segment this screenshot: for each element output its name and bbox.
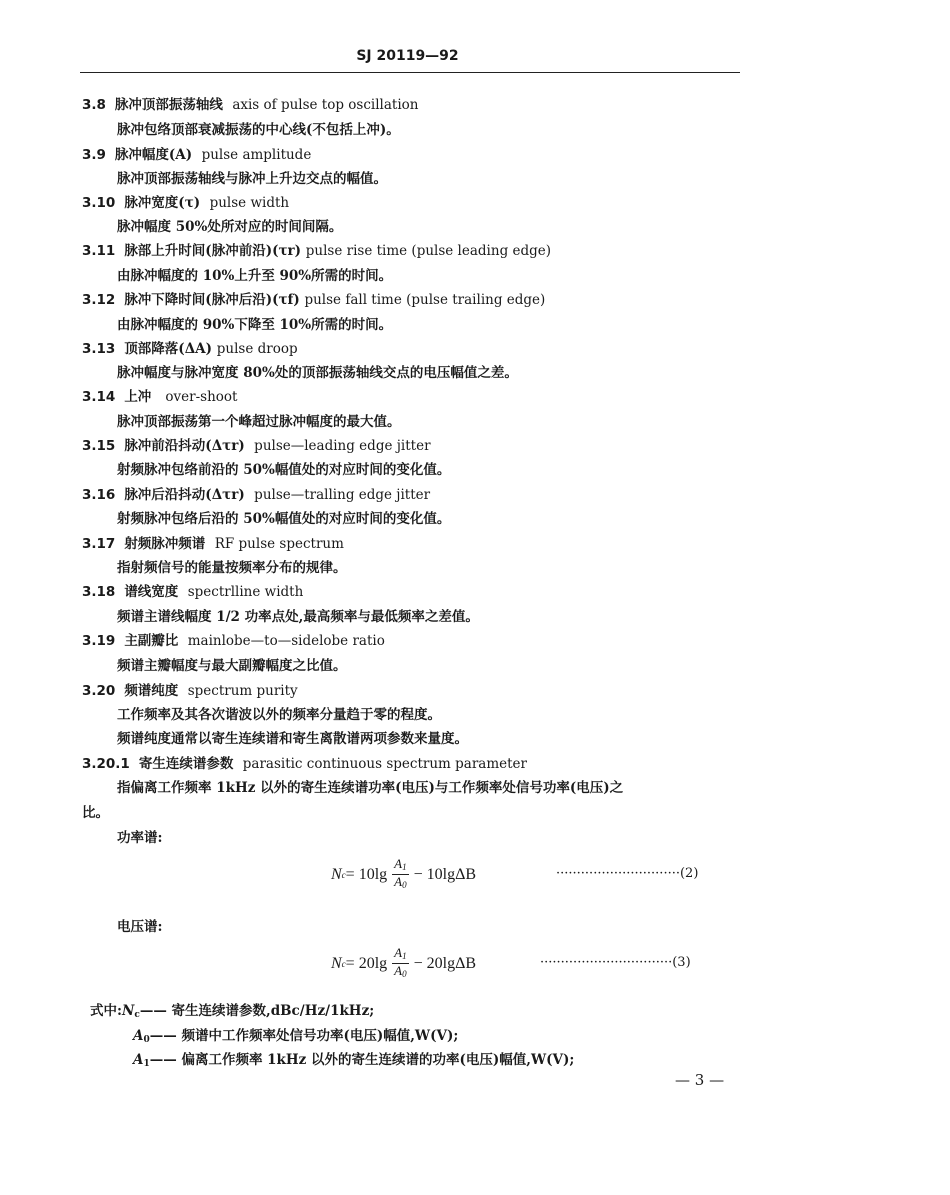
- term-3-15-definition: 射频脉冲包络前沿的 50%幅值处的对应时间的变化值。: [117, 462, 451, 478]
- term-zh: 谱线宽度: [124, 584, 179, 600]
- where-symbol-sub: 1: [143, 1059, 150, 1069]
- where-symbol-sub: 0: [143, 1035, 150, 1045]
- formula-rhs: − 20lgΔB: [413, 954, 477, 972]
- term-number: 3.12: [82, 292, 116, 308]
- term-number: 3.10: [82, 195, 116, 211]
- where-line-3: [133, 1048, 574, 1069]
- power-spectrum-label: 功率谱:: [117, 830, 163, 846]
- term-3-20-note: 频谱纯度通常以寄生连续谱和寄生离散谱两项参数来量度。: [117, 731, 468, 747]
- term-3-11: [82, 239, 551, 259]
- term-number: 3.18: [82, 584, 116, 600]
- where-symbol-sub: c: [134, 1010, 140, 1020]
- formula-label: (2): [679, 866, 699, 881]
- where-line-2: [133, 1024, 458, 1045]
- where-text: —— 偏离工作频率 1kHz 以外的寄生连续谱的功率(电压)幅值,W(V);: [149, 1052, 575, 1068]
- term-zh: 射频脉冲频谱: [124, 536, 206, 552]
- term-en: spectrlline width: [187, 584, 304, 600]
- term-en: pulse fall time (pulse trailing edge): [304, 292, 546, 308]
- formula-2-leader: [556, 866, 698, 881]
- where-line-1: [90, 999, 374, 1020]
- where-symbol: A: [133, 1028, 144, 1044]
- term-3-12-definition: 由脉冲幅度的 90%下降至 10%所需的时间。: [117, 317, 393, 333]
- term-3-14: [82, 385, 237, 405]
- term-3-10: [82, 191, 289, 211]
- term-3-20-1-definition: 指偏离工作频率 1kHz 以外的寄生连续谱功率(电压)与工作频率处信号功率(电压)之: [117, 780, 624, 796]
- term-3-19: [82, 629, 385, 649]
- formula-eq: = 20lg: [345, 954, 388, 972]
- fraction-numerator: A: [394, 856, 403, 871]
- formula-fraction: [392, 946, 408, 981]
- term-3-18-definition: 频谱主谱线幅度 1/2 功率点处,最高频率与最低频率之差值。: [117, 609, 479, 625]
- term-en: RF pulse spectrum: [214, 536, 344, 552]
- term-3-16-definition: 射频脉冲包络后沿的 50%幅值处的对应时间的变化值。: [117, 511, 451, 527]
- formula-eq: = 10lg: [345, 865, 388, 883]
- leader-dots: ································: [540, 955, 673, 970]
- leader-dots: ······························: [556, 866, 680, 881]
- term-3-15: [82, 434, 431, 454]
- term-en: spectrum purity: [187, 683, 298, 699]
- formula-2: [331, 857, 476, 892]
- term-3-8-definition: 脉冲包络顶部衰减振荡的中心线(不包括上冲)。: [117, 122, 400, 138]
- term-3-9-definition: 脉冲顶部振荡轴线与脉冲上升边交点的幅值。: [117, 171, 387, 187]
- term-number: 3.20.1: [82, 756, 130, 772]
- term-3-12: [82, 288, 545, 308]
- term-en: parasitic continuous spectrum parameter: [242, 756, 527, 772]
- term-en: over-shoot: [165, 389, 238, 405]
- header-rule: [80, 72, 740, 73]
- term-en: pulse—leading edge jitter: [254, 438, 431, 454]
- term-zh: 脉冲后沿抖动(Δτr): [124, 487, 245, 503]
- term-en: pulse droop: [216, 341, 298, 357]
- term-zh: 主副瓣比: [124, 633, 179, 649]
- fraction-denominator: A: [394, 874, 403, 889]
- fraction-numerator-sub: 1: [402, 862, 407, 872]
- term-zh: 寄生连续谱参数: [138, 756, 234, 772]
- term-zh: 上冲: [124, 389, 152, 405]
- term-number: 3.19: [82, 633, 116, 649]
- term-number: 3.16: [82, 487, 116, 503]
- term-3-11-definition: 由脉冲幅度的 10%上升至 90%所需的时间。: [117, 268, 393, 284]
- term-number: 3.20: [82, 683, 116, 699]
- formula-rhs: − 10lgΔB: [413, 865, 477, 883]
- fraction-numerator-sub: 1: [402, 951, 407, 961]
- term-zh: 频谱纯度: [124, 683, 179, 699]
- formula-3-leader: [540, 955, 691, 970]
- term-zh: 脉部上升时间(脉冲前沿)(τr): [124, 243, 302, 259]
- fraction-denominator-sub: 0: [402, 880, 407, 890]
- term-3-19-definition: 频谱主瓣幅度与最大副瓣幅度之比值。: [117, 658, 347, 674]
- term-zh: 顶部降落(ΔA): [124, 341, 213, 357]
- term-3-17-definition: 指射频信号的能量按频率分布的规律。: [117, 560, 347, 576]
- term-en: mainlobe—to—sidelobe ratio: [187, 633, 385, 649]
- term-3-14-definition: 脉冲顶部振荡第一个峰超过脉冲幅度的最大值。: [117, 414, 401, 430]
- term-number: 3.14: [82, 389, 116, 405]
- term-3-18: [82, 580, 303, 600]
- term-3-20-1: [82, 752, 527, 772]
- term-3-13-definition: 脉冲幅度与脉冲宽度 80%处的顶部振荡轴线交点的电压幅值之差。: [117, 365, 518, 381]
- formula-lhs: N: [331, 865, 342, 883]
- formula-label: (3): [672, 955, 691, 970]
- where-symbol: N: [121, 1003, 135, 1019]
- term-3-8: [82, 93, 418, 113]
- term-number: 3.15: [82, 438, 116, 454]
- page-header: SJ 20119—92: [356, 48, 459, 64]
- term-number: 3.9: [82, 147, 106, 163]
- term-en: pulse width: [209, 195, 290, 211]
- term-3-20-definition: 工作频率及其各次谐波以外的频率分量趋于零的程度。: [117, 707, 441, 723]
- formula-3: [331, 946, 476, 981]
- term-number: 3.8: [82, 97, 106, 113]
- term-3-20-1-definition-cont: 比。: [82, 805, 109, 821]
- fraction-denominator: A: [394, 963, 403, 978]
- term-number: 3.17: [82, 536, 116, 552]
- term-3-9: [82, 143, 311, 163]
- term-zh: 脉冲顶部振荡轴线: [114, 97, 223, 113]
- where-symbol: A: [133, 1052, 144, 1068]
- page-number: — 3 —: [675, 1071, 725, 1089]
- term-en: pulse—tralling edge jitter: [254, 487, 431, 503]
- term-3-17: [82, 532, 344, 552]
- term-3-13: [82, 337, 298, 357]
- term-en: pulse amplitude: [201, 147, 312, 163]
- formula-lhs: N: [331, 954, 342, 972]
- voltage-spectrum-label: 电压谱:: [117, 919, 163, 935]
- formula-lhs-sub: c: [341, 869, 346, 880]
- term-zh: 脉冲宽度(τ): [124, 195, 201, 211]
- where-text: —— 频谱中工作频率处信号功率(电压)幅值,W(V);: [149, 1028, 459, 1044]
- fraction-numerator: A: [394, 945, 403, 960]
- formula-lhs-sub: c: [341, 958, 346, 969]
- formula-fraction: [392, 857, 408, 892]
- term-3-10-definition: 脉冲幅度 50%处所对应的时间间隔。: [117, 219, 343, 235]
- fraction-denominator-sub: 0: [402, 969, 407, 979]
- term-number: 3.13: [82, 341, 116, 357]
- term-number: 3.11: [82, 243, 116, 259]
- term-3-20: [82, 679, 298, 699]
- term-zh: 脉冲下降时间(脉冲后沿)(τf): [124, 292, 300, 308]
- term-en: pulse rise time (pulse leading edge): [305, 243, 552, 259]
- term-zh: 脉冲幅度(A): [114, 147, 193, 163]
- where-text: —— 寄生连续谱参数,dBc/Hz/1kHz;: [139, 1003, 375, 1019]
- where-lead: 式中:: [90, 1003, 122, 1019]
- term-3-16: [82, 483, 430, 503]
- term-en: axis of pulse top oscillation: [232, 97, 419, 113]
- term-zh: 脉冲前沿抖动(Δτr): [124, 438, 245, 454]
